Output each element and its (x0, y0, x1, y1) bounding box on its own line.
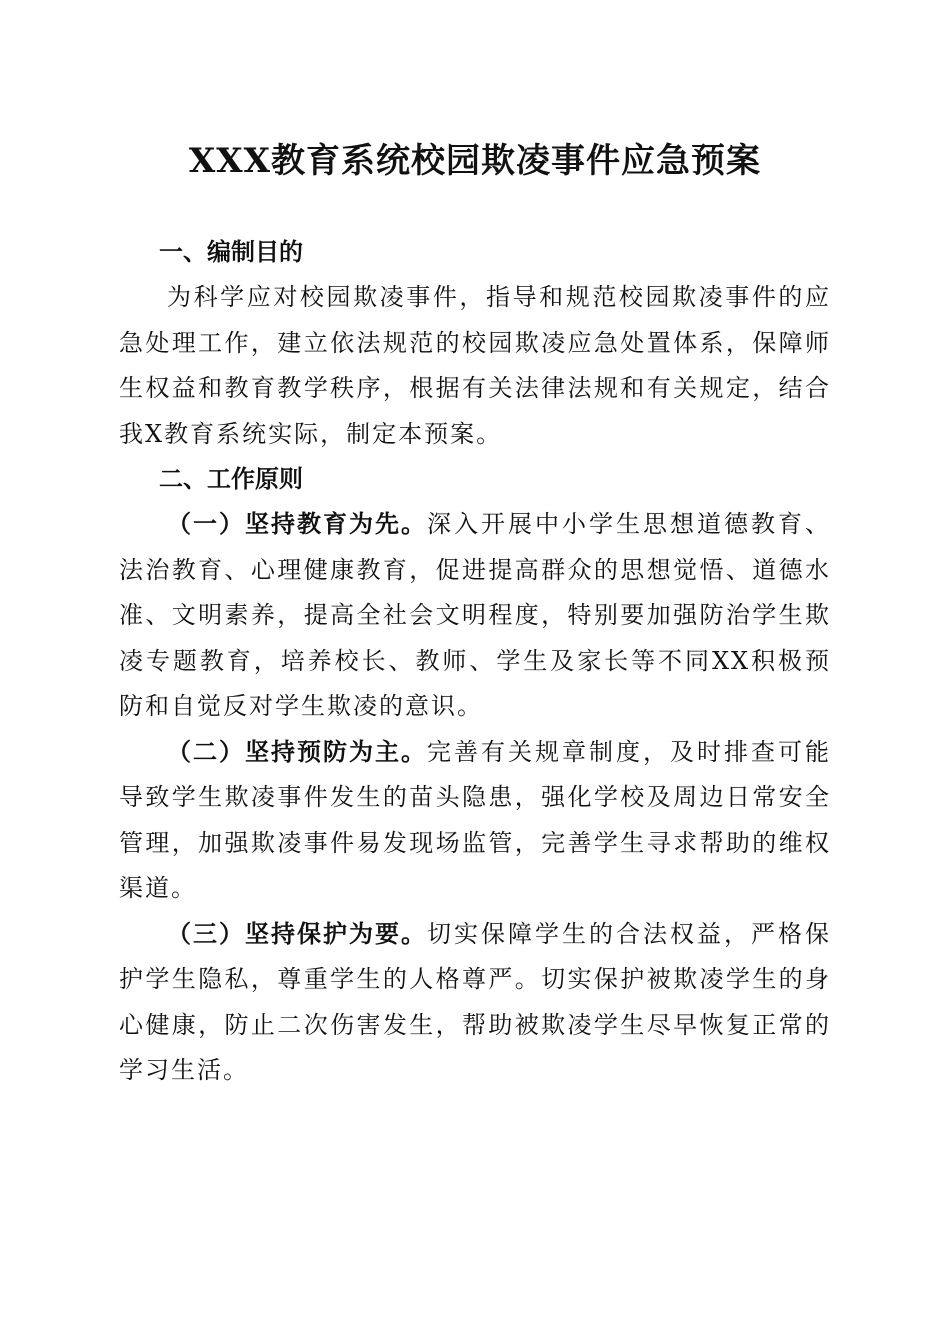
paragraph-text: 为科学应对校园欺凌事件，指导和规范校园欺凌事件的应急处理工作，建立依法规范的校园欺凌应急处置体系，保障师生权益和教育教学秩序，根据有关法律法规和有关规定，结合我X教育系统实际，制定本预案。 (119, 283, 831, 448)
document-body (119, 230, 831, 1094)
section-heading-purpose: 一、编制目的 (159, 238, 303, 266)
document-title: XXX教育系统校园欺凌事件应急预案 (188, 141, 762, 181)
paragraph-lead: （二）坚持预防为主。 (167, 737, 427, 766)
paragraph-text: 完善有关规章制度，及时排查可能导致学生欺凌事件发生的苗头隐患，强化学校及周边日常安全管理，加强欺凌事件易发现场监管，完善学生寻求帮助的维权渠道。 (119, 737, 831, 902)
section-heading-principles: 二、工作原则 (159, 465, 303, 493)
paragraph-principle-1 (119, 502, 831, 730)
paragraph-text: 切实保障学生的合法权益，严格保护学生隐私，尊重学生的人格尊严。切实保护被欺凌学生的身心健康，防止二次伤害发生，帮助被欺凌学生尽早恢复正常的学习生活。 (119, 919, 831, 1084)
paragraph-purpose (119, 275, 831, 457)
paragraph-text: 深入开展中小学生思想道德教育、法治教育、心理健康教育，促进提高群众的思想觉悟、道德水准、文明素养，提高全社会文明程度，特别要加强防治学生欺凌专题教育，培养校长、教师、学生及家长等不同XX积极预防和自觉反对学生欺凌的意识。 (119, 510, 831, 720)
paragraph-lead: （一）坚持教育为先。 (167, 510, 427, 538)
paragraph-principle-3 (119, 912, 831, 1094)
paragraph-lead: （三）坚持保护为要。 (167, 919, 427, 948)
paragraph-principle-2 (119, 730, 831, 912)
